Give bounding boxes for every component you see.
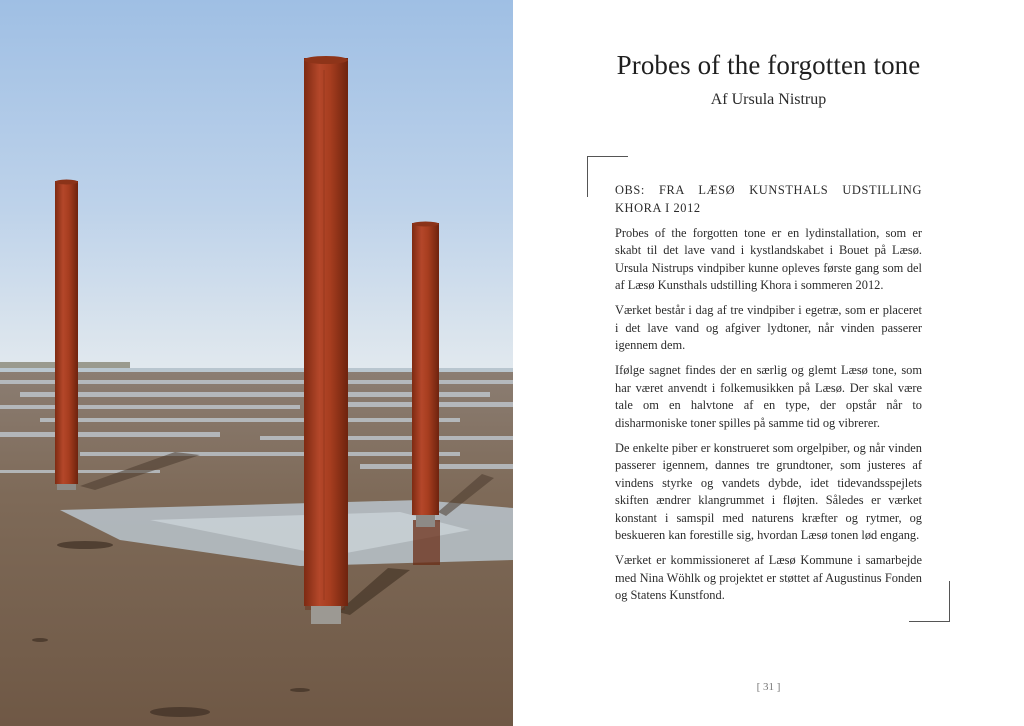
paragraph: De enkelte piber er konstrueret som orgelpiber, og når vinden passerer igennem, dannes tre grundtoner, som justeres af vindens styrke og vandets dybde, idet tidevandsspejlets skiften ændrer klangrummet i fløjten. Således er værket konstant i samspil med naturens kræfter og rytmer, og beskueren kan forestille sig, hvordan Læsø tonen lød engang.	[615, 440, 922, 542]
article-author: Af Ursula Nistrup	[710, 91, 827, 108]
pipe-right	[412, 222, 439, 528]
decorative-bracket-bottom-right	[909, 581, 950, 622]
paragraph: Værket består i dag af tre vindpiber i egetræ, som er placeret i det lave vand og afgiver lydtoner, når vinden passerer igennem dem.	[615, 303, 922, 352]
article-heading: OBS: FRA LÆSØ KUNSTHALS UDSTILLING KHORA I 2012	[615, 183, 922, 215]
pipe-left	[55, 180, 78, 491]
page-number: [ 31 ]	[756, 681, 781, 693]
text-page	[513, 0, 1024, 726]
article-body	[615, 182, 922, 612]
paragraph: Værket er kommissioneret af Læsø Kommune i samarbejde med Nina Wöhlk og projektet er støttet af Augustinus Fonden og Statens Kunstfond.	[615, 553, 922, 602]
pipe-center	[304, 56, 348, 624]
paragraph: Probes of the forgotten tone er en lydinstallation, som er skabt til det lave vand i kystlandskabet i Bouet på Læsø. Ursula Nistrups vindpiber kunne opleves første gang som del af Læsø Kunsthals udstilling Khora i sommeren 2012.	[615, 225, 922, 292]
article-title: Probes of the forgotten tone	[616, 50, 921, 80]
paragraph: Ifølge sagnet findes der en særlig og glemt Læsø tone, som har været anvendt i folkemusikken på Læsø. Der skal være tale om en halvtone af en type, der opstår når to disharmoniske toner spilles på samme tid og vibrerer.	[615, 363, 922, 430]
